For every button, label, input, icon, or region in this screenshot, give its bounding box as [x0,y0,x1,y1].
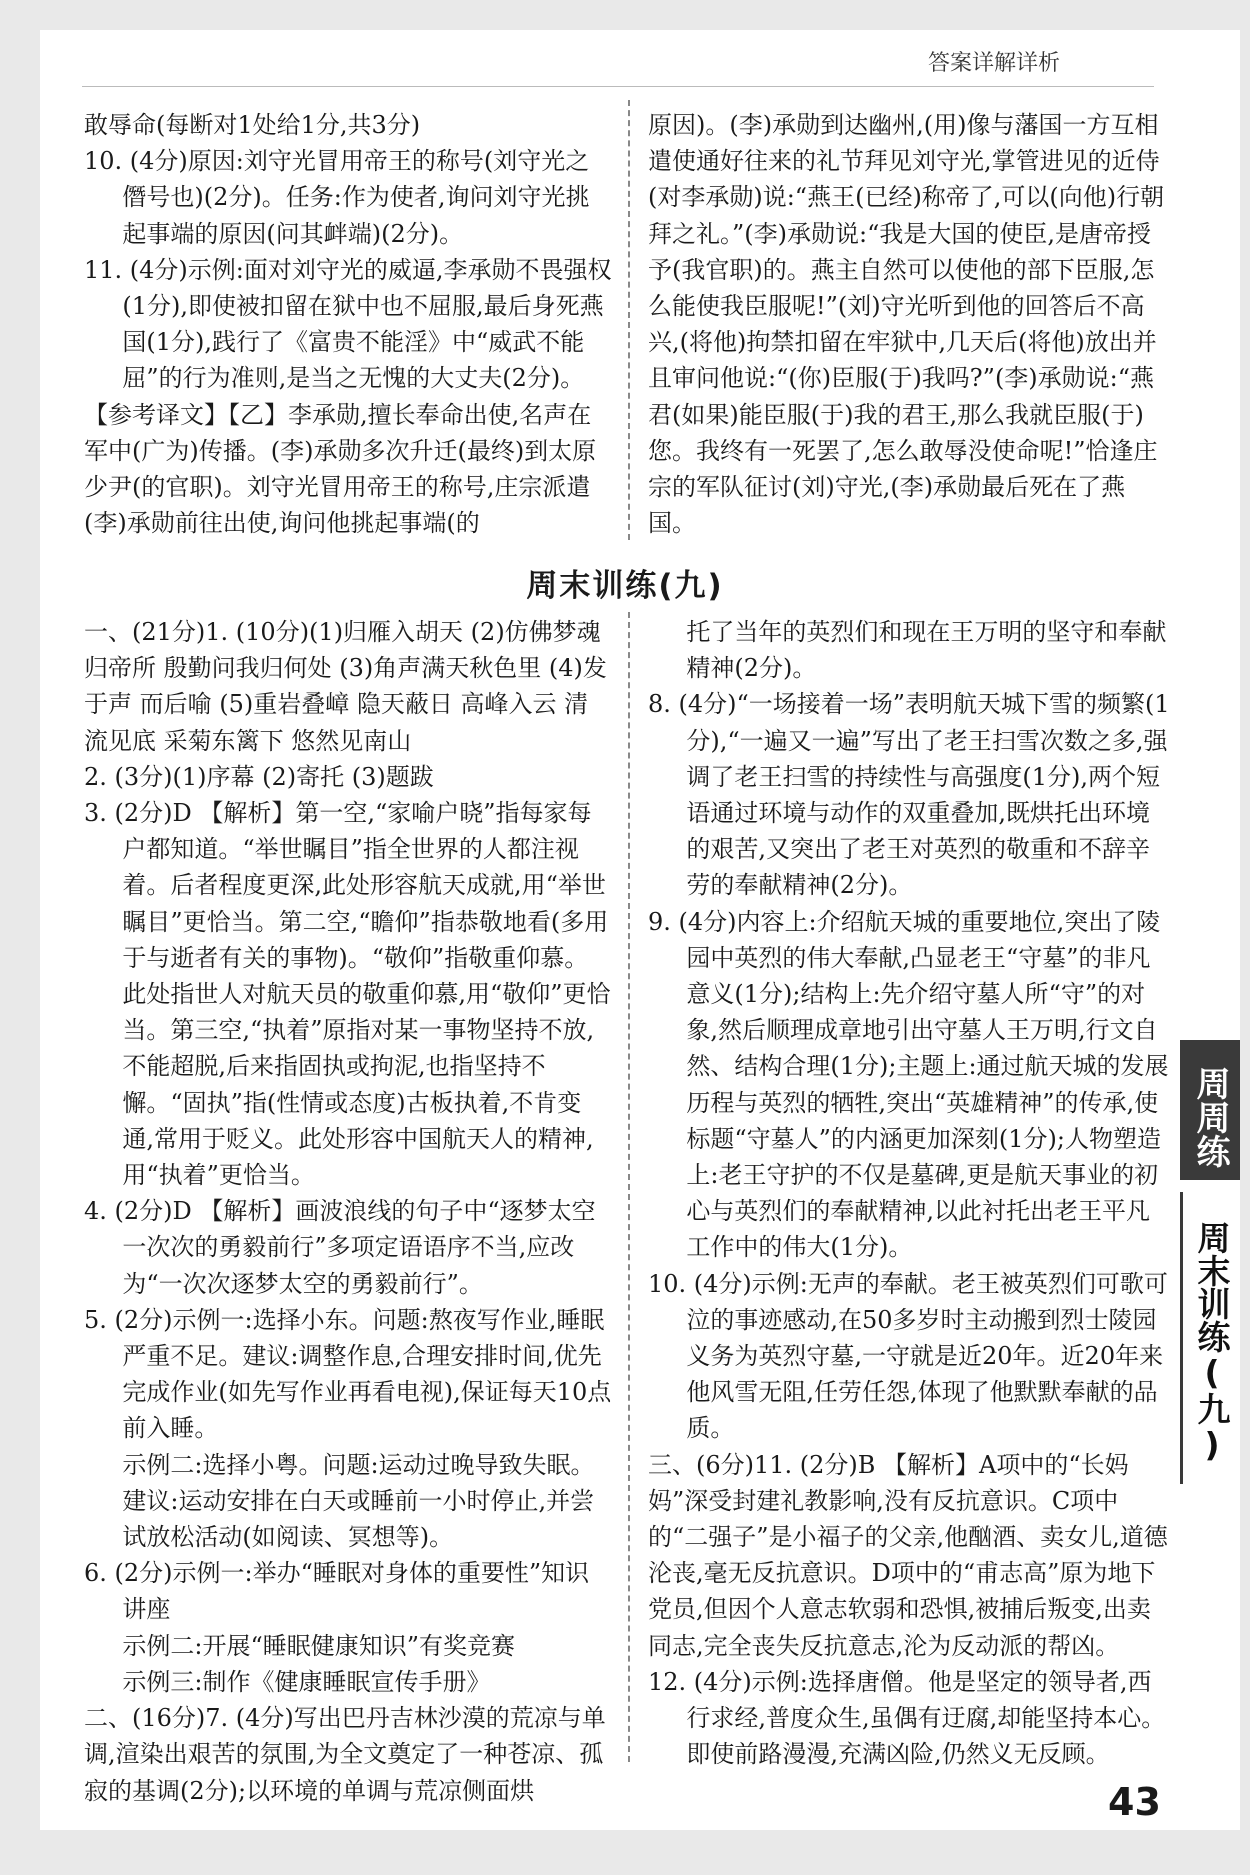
section-title: 周末训练(九) [526,568,724,604]
side-tab-weekend-training: 周末训练(九) [1180,1192,1240,1484]
answer-column-top-right [648,107,1168,541]
answer-4: 4. (2分)D 【解析】画波浪线的句子中“逐梦太空一次次的勇毅前行”多项定语语序不当,应改为“一次次逐梦太空的勇毅前行”。 [84,1197,596,1298]
answer-10: 10. (4分)原因:刘守光冒用帝王的称号(刘守光之僭号也)(2分)。任务:作为使者,询问刘守光挑起事端的原因(问其衅端)(2分)。 [84,147,590,248]
answer-6-example-1: 6. (2分)示例一:举办“睡眠对身体的重要性”知识讲座 [84,1559,590,1624]
header-label: 答案详解详析 [927,51,1060,76]
answer-2: 2. (3分)(1)序幕 (2)寄托 (3)题跋 [84,762,434,791]
answer-11: 11. (4分)示例:面对刘守光的威逼,李承勋不畏强权(1分),即使被扣留在狱中也不屈服,最后身死燕国(1分),践行了《富贵不能淫》中“威武不能屈”的行为准则,是当之无愧的大丈夫(2分)。 [84,255,612,393]
answer-11b: 三、(6分)11. (2分)B 【解析】A项中的“长妈妈”深受封建礼教影响,没有反抗意识。C项中的“二强子”是小福子的父亲,他酗酒、卖女儿,道德沦丧,毫无反抗意识。D项中的“甫志高”原为地下党员,但因个人意志软弱和恐惧,被捕后叛变,出卖同志,完全丧失反抗意志,沦为反动派的帮凶。 [648,1450,1168,1660]
answer-8: 8. (4分)“一场接着一场”表明航天城下雪的频繁(1分),“一遍又一遍”写出了老王扫雪次数之多,强调了老王扫雪的持续性与高强度(1分),两个短语通过环境与动作的双重叠加,既烘托出环境的艰苦,又突出了老王对英烈的敬重和不辞辛劳的奉献精神(2分)。 [648,690,1170,900]
answer-3: 3. (2分)D 【解析】第一空,“家喻户晓”指每家每户都知道。“举世瞩目”指全世界的人都注视着。后者程度更深,此处形容航天成就,用“举世瞩目”更恰当。第二空,“瞻仰”指恭敬地看(多用于与逝者有关的事物)。“敬仰”指敬重仰慕。此处指世人对航天员的敬重仰慕,用“敬仰”更恰当。第三空,“执着”原指对某一事物坚持不放,不能超脱,后来指固执或拘泥,也指坚持不懈。“固执”指(性情或态度)古板执着,不肯变通,常用于贬义。此处形容中国航天人的精神,用“执着”更恰当。 [84,799,611,1190]
answer-line: 敢辱命(每断对1处给1分,共3分) [84,111,421,139]
answer-9: 9. (4分)内容上:介绍航天城的重要地位,突出了陵园中英烈的伟大奉献,凸显老王“守墓”的非凡意义(1分);结构上:先介绍守墓人所“守”的对象,然后顺理成章地引出守墓人王万明,行文自然、结构合理(1分);主题上:通过航天城的发展历程与英烈的牺牲,突出“英雄精神”的传承,使标题“守墓人”的内涵更加深刻(1分);人物塑造上:老王守护的不仅是墓碑,更是航天事业的初心与英烈们的奉献精神,以此衬托出老王平凡工作中的伟大(1分)。 [648,907,1169,1262]
answer-10b: 10. (4分)示例:无声的奉献。老王被英烈们可歌可泣的事迹感动,在50多岁时主动搬到烈士陵园义务为英烈守墓,一守就是近20年。近20年来他风雪无阻,任劳任怨,体现了他默默奉献的品质。 [648,1269,1168,1443]
answer-column-bottom-right [648,614,1170,1773]
answer-6-example-3: 示例三:制作《健康睡眠宣传手册》 [122,1667,491,1696]
answer-12: 12. (4分)示例:选择唐僧。他是坚定的领导者,西行求经,普度众生,虽偶有迂腐,却能坚持本心。即使前路漫漫,充满凶险,仍然义无反顾。 [648,1667,1166,1769]
header-rule [82,86,1154,87]
answer-1: 一、(21分)1. (10分)(1)归雁入胡天 (2)仿佛梦魂归帝所 殷勤问我归何处 (3)角声满天秋色里 (4)发于声 而后喻 (5)重岩叠嶂 隐天蔽日 高峰入云 清流见底 采菊东篱下 悠然见南山 [84,618,607,755]
column-divider-top [628,100,630,540]
answer-5-example-1: 5. (2分)示例一:选择小东。问题:熬夜写作业,睡眠严重不足。建议:调整作息,合理安排时间,优先完成作业(如先写作业再看电视),保证每天10点前入睡。 [84,1305,612,1443]
reference-translation: 【参考译文】【乙】李承勋,擅长奉命出使,名声在军中(广为)传播。(李)承勋多次升迁(最终)到太原少尹(的官职)。刘守光冒用帝王的称号,庄宗派遣(李)承勋前往出使,询问他挑起事端(的 [84,400,597,538]
side-tab-weekly-practice: 周周练 [1180,1040,1240,1180]
reference-translation-continued: 原因)。(李)承勋到达幽州,(用)像与藩国一方互相遣使通好往来的礼节拜见刘守光,掌管进见的近侍(对李承勋)说:“燕王(已经)称帝了,可以(向他)行朝拜之礼。”(李)承勋说:“我是大国的使臣,是唐帝授予(我官职)的。燕主自然可以使他的部下臣服,怎么能使我臣服呢!”(刘)守光听到他的回答后不高兴,(将他)拘禁扣留在牢狱中,几天后(将他)放出并且审问他说:“(你)臣服(于)我吗?”(李)承勋说:“燕君(如果)能臣服(于)我的君王,那么我就臣服(于)您。我终有一死罢了,怎么敢辱没使命呢!”恰逢庄宗的军队征讨(刘)守光,(李)承勋最后死在了燕国。 [648,111,1165,538]
page-number: 43 [1108,1780,1161,1824]
answer-7-continued: 托了当年的英烈们和现在王万明的坚守和奉献精神(2分)。 [686,618,1167,683]
answer-column-bottom-left [84,614,612,1809]
answer-7: 二、(16分)7. (4分)写出巴丹吉林沙漠的荒凉与单调,渲染出艰苦的氛围,为全文奠定了一种苍凉、孤寂的基调(2分);以环境的单调与荒凉侧面烘 [84,1704,606,1805]
answer-column-top-left [84,107,612,541]
answer-6-example-2: 示例二:开展“睡眠健康知识”有奖竞赛 [122,1631,516,1660]
column-divider-bottom [628,612,630,1762]
answer-5-example-2: 示例二:选择小粤。问题:运动过晚导致失眠。建议:运动安排在白天或睡前一小时停止,并尝试放松活动(如阅读、冥想等)。 [122,1450,595,1552]
